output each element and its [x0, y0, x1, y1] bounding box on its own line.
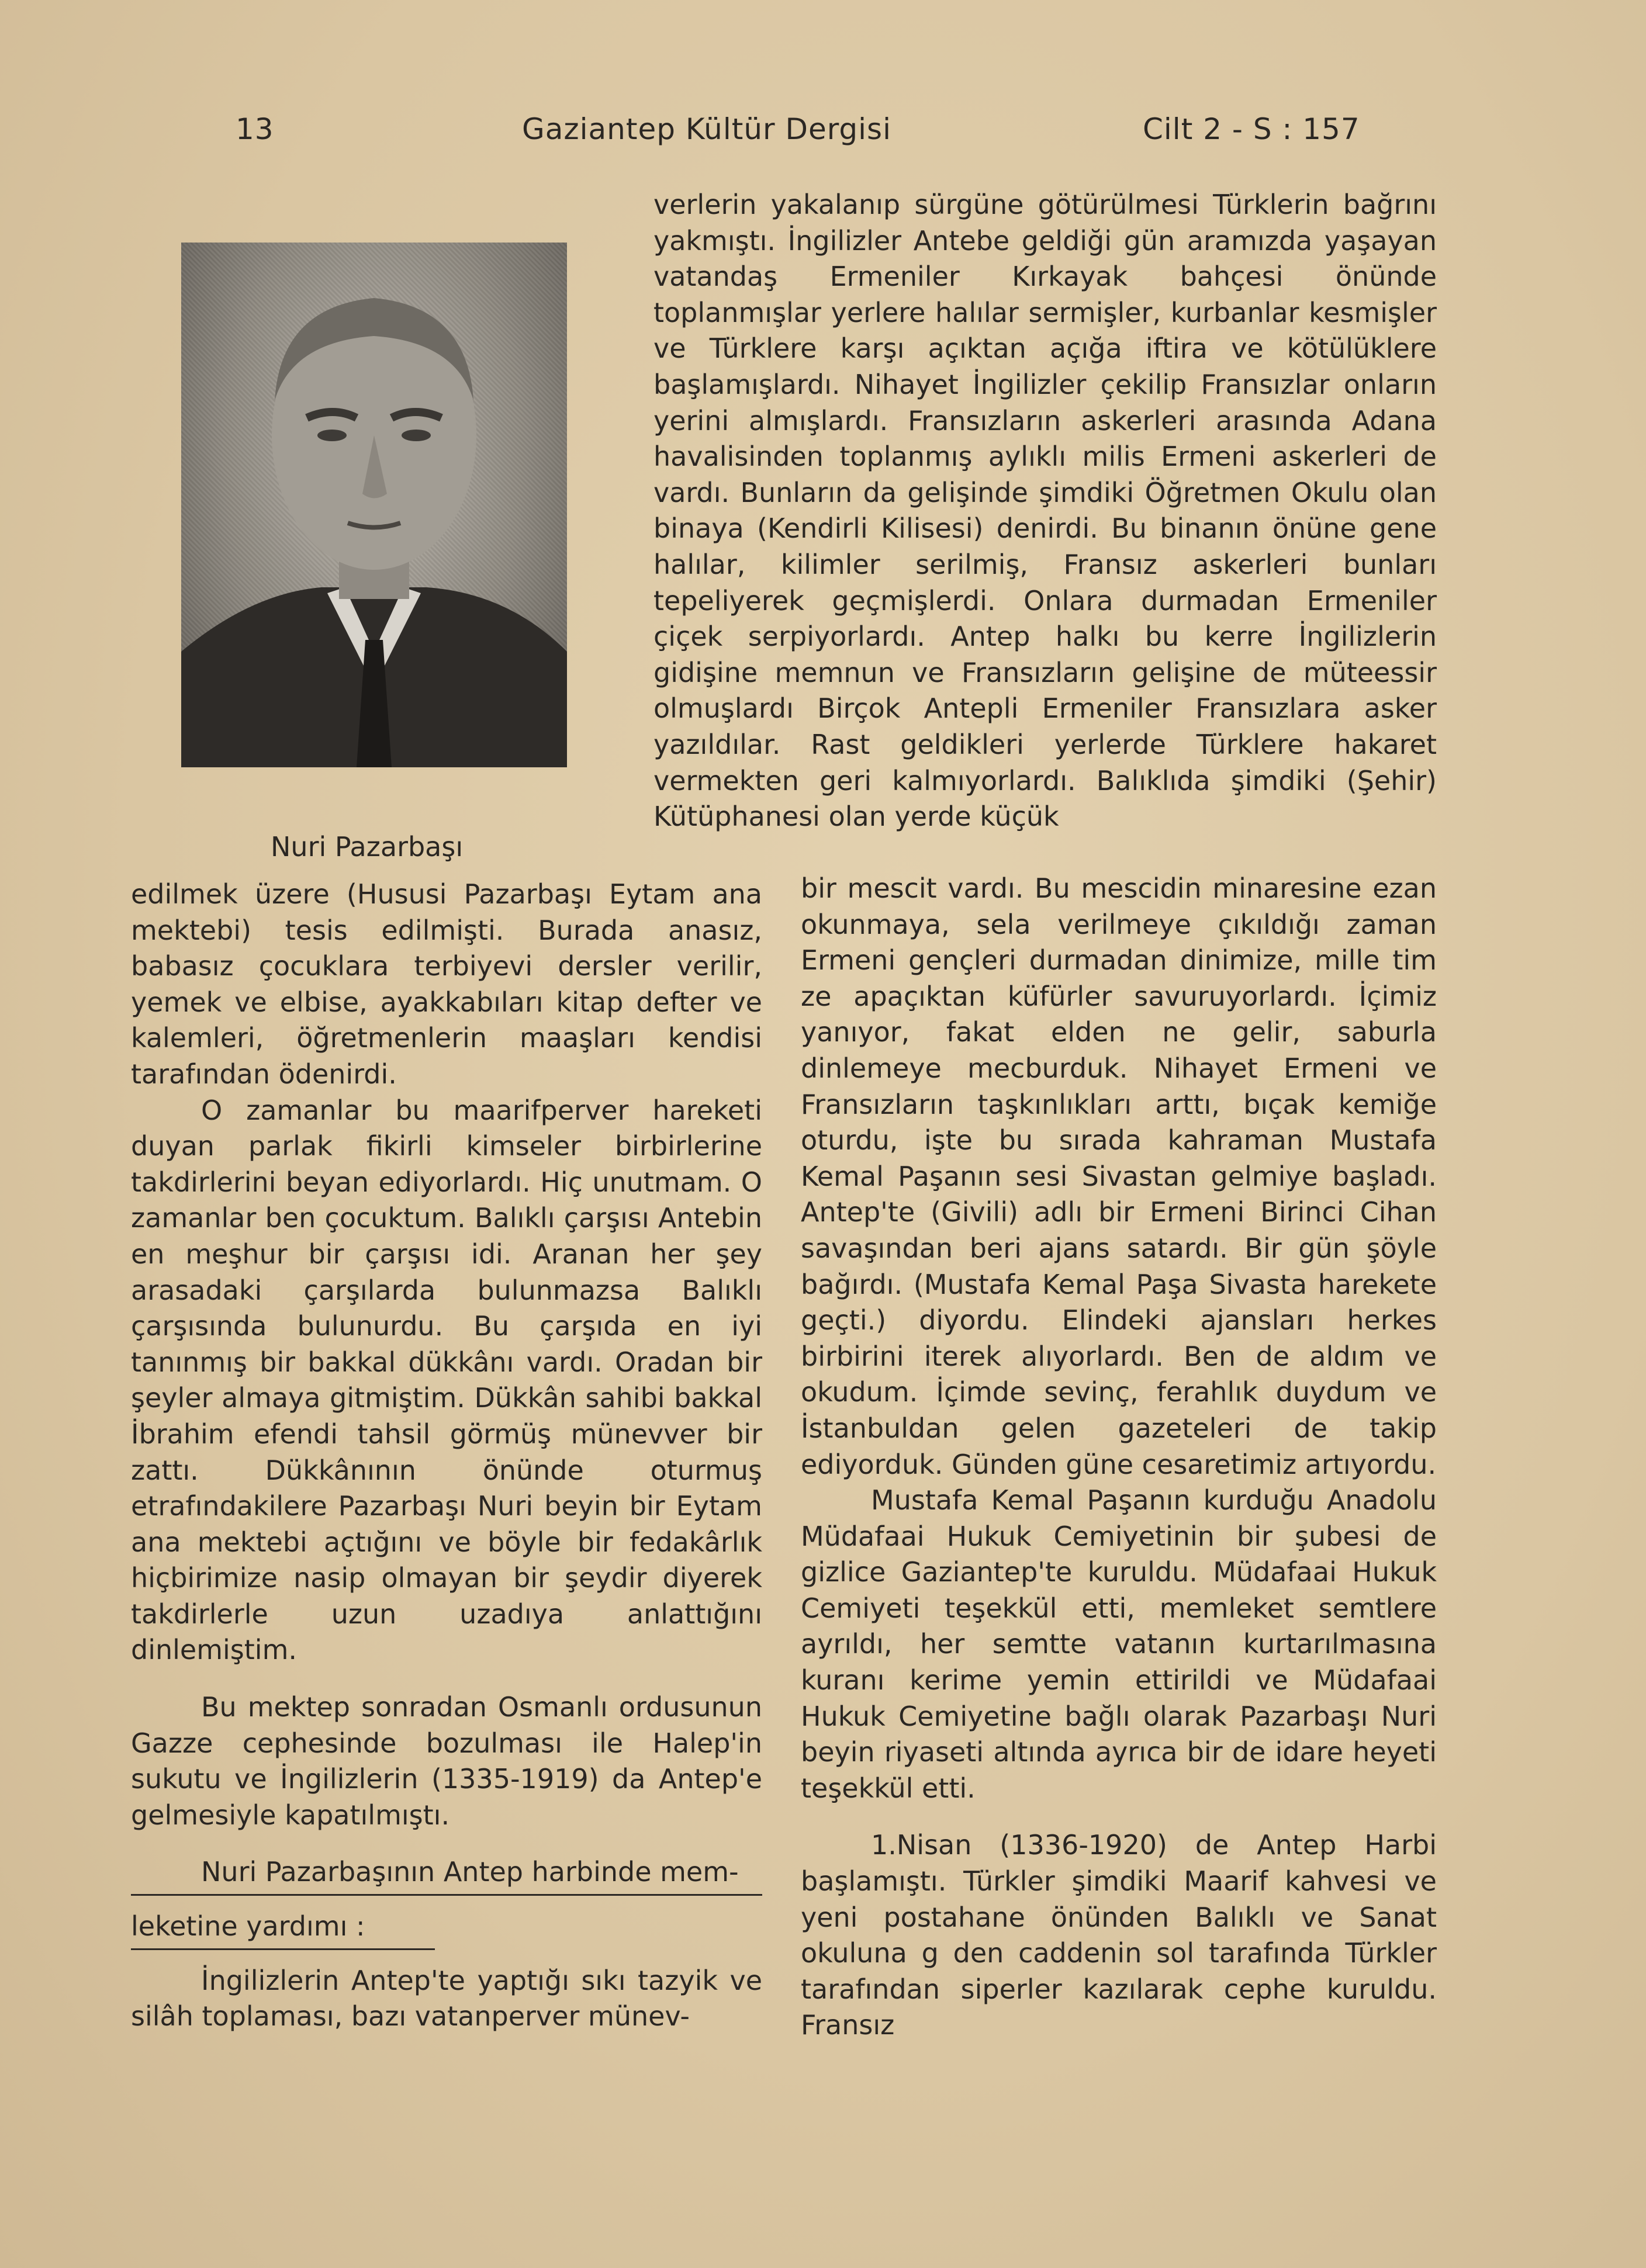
right-column-bottom	[801, 871, 1437, 2044]
paragraph: edilmek üzere (Hususi Pazarbaşı Eytam ana mektebi) tesis edilmişti. Burada anasız, babasız çocuklara terbiyevi dersler verilir, yemek ve elbise, ayakkabıları kitap defter ve kalemleri, öğretmenlerin maaşları kendisi tarafından ödenirdi.	[131, 878, 762, 1090]
paragraph: Mustafa Kemal Paşanın kurduğu Anadolu Müdafaai Hukuk Cemiyetinin bir şubesi de gizlice Gaziantep'te kuruldu. Müdafaai Hukuk Cemiyeti teşekkül etti, memleket semtlere ayrıldı, her semtte vatanın kurtarılmasına kuranı kerime yemin ettirildi ve Müdafaai Hukuk Cemiyetine bağlı olarak Pazarbaşı Nuri beyin riyaseti altında ayrıca bir de idare heyeti teşekkül etti.	[801, 1484, 1437, 1804]
paragraph: İngilizlerin Antep'te yaptığı sıkı tazyik ve silâh toplaması, bazı vatanperver münev-	[131, 1964, 762, 2032]
journal-title: Gaziantep Kültür Dergisi	[522, 112, 891, 146]
right-column-top	[653, 187, 1437, 835]
portrait-illustration	[181, 243, 567, 767]
paragraph: O zamanlar bu maarifperver hareketi duyan parlak fikirli kimseler birbirlerine takdirlerini beyan ediyorlardı. Hiç unutmam. O zamanlar ben çocuktum. Balıklı çarşısı Antebin en meşhur bir çarşısı idi. Aranan her şey arasadaki çarşılarda bulunmazsa Balıklı çarşısında bulunurdu. Bu çarşıda en iyi tanınmış bir bakkal dükkânı vardı. Oradan bir şeyler almaya gitmiştim. Dükkân sahibi bakkal İbrahim efendi tahsil görmüş münevver bir zattı. Dükkânının önünde oturmuş etrafındakilere Pazarbaşı Nuri beyin bir Eytam ana mektebi açtığını ve böyle bir fedakârlık hiçbirimize nasip olmayan bir şeydir diyerek takdirlerle uzun uzadıya anlattığını dinlemiştim.	[131, 1094, 762, 1666]
paragraph: 1.Nisan (1336-1920) de Antep Harbi başlamıştı. Türkler şimdiki Maarif kahvesi ve yeni postahane önünden Balıklı ve Sanat okuluna g den caddenin sol tarafında Türkler tarafından siperler kazılarak cephe kuruldu. Fransız	[801, 1829, 1437, 2041]
paragraph: Bu mektep sonradan Osmanlı ordusunun Gazze cephesinde bozulması ile Halep'in sukutu ve İngilizlerin (1335-1919) da Antep'e gelmesiyle kapatılmıştı.	[131, 1691, 762, 1831]
issue-label: Cilt 2 - S : 157	[1143, 112, 1360, 146]
page-number: 13	[236, 112, 274, 146]
paragraph: verlerin yakalanıp sürgüne götürülmesi Türklerin bağrını yakmıştı. İngilizler Antebe geldiği gün aramızda yaşayan vatandaş Ermeniler Kırkayak bahçesi önünde toplanmışlar yerlere halılar sermişler, kurbanlar kesmişler ve Türklere karşı açıktan açığa iftira ve kötülüklere başlamışlardı. Nihayet İngilizler çekilip Fransızlar onların yerini almışlardı. Fransızların askerleri arasında Adana havalisinden toplanmış aylıklı milis Ermeni askerleri de vardı. Bunların da gelişinde şimdiki Öğretmen Okulu olan binaya (Kendirli Kilisesi) denirdi. Bu binanın önüne gene halılar, kilimler serilmiş, Fransız askerleri bunları tepeliyerek geçmişlerdi. Onlara durmadan Ermeniler çiçek serpiyorlardı. Antep halkı bu kerre İngilizlerin gidişine memnun ve Fransızların gelişine de müteessir olmuşlardı Birçok Antepli Ermeniler Fransızlara asker yazıldılar. Rast geldikleri yerlerde Türklere hakaret vermekten geri kalmıyorlardı. Balıklıda şimdiki (Şehir) Kütüphanesi olan yerde küçük	[653, 189, 1437, 833]
photo-caption: Nuri Pazarbaşı	[271, 831, 464, 863]
left-column	[131, 877, 762, 2035]
portrait-photo	[181, 243, 567, 767]
section-heading-line2: leketine yardımı :	[131, 1910, 365, 1942]
divider	[131, 1948, 435, 1950]
section-heading-line1: Nuri Pazarbaşının Antep harbinde mem-	[201, 1856, 739, 1888]
paragraph: bir mescit vardı. Bu mescidin minaresine ezan okunmaya, sela verilmeye çıkıldığı zaman Ermeni gençleri durmadan dinimize, mille tim ze apaçıktan küfürler savuruyorlardı. İçimiz yanıyor, fakat elden ne gelir, saburla dinlemeye mecburduk. Nihayet Ermeni ve Fransızların taşkınlıkları arttı, bıçak kemiğe oturdu, işte bu sırada kahraman Mustafa Kemal Paşanın sesi Sivastan gelmiye başladı. Antep'te (Givili) adlı bir Ermeni Birinci Cihan savaşından beri ajans satardı. Bir gün şöyle bağırdı. (Mustafa Kemal Paşa Sivasta harekete geçti.) diyordu. Elindeki ajansları herkes birbirini iterek alıyorlardı. Ben de aldım ve okudum. İçimde sevinç, ferahlık duydum ve İstanbuldan gelen gazeteleri de takip ediyorduk. Günden güne cesaretimiz artıyordu.	[801, 872, 1437, 1480]
divider	[131, 1894, 762, 1896]
